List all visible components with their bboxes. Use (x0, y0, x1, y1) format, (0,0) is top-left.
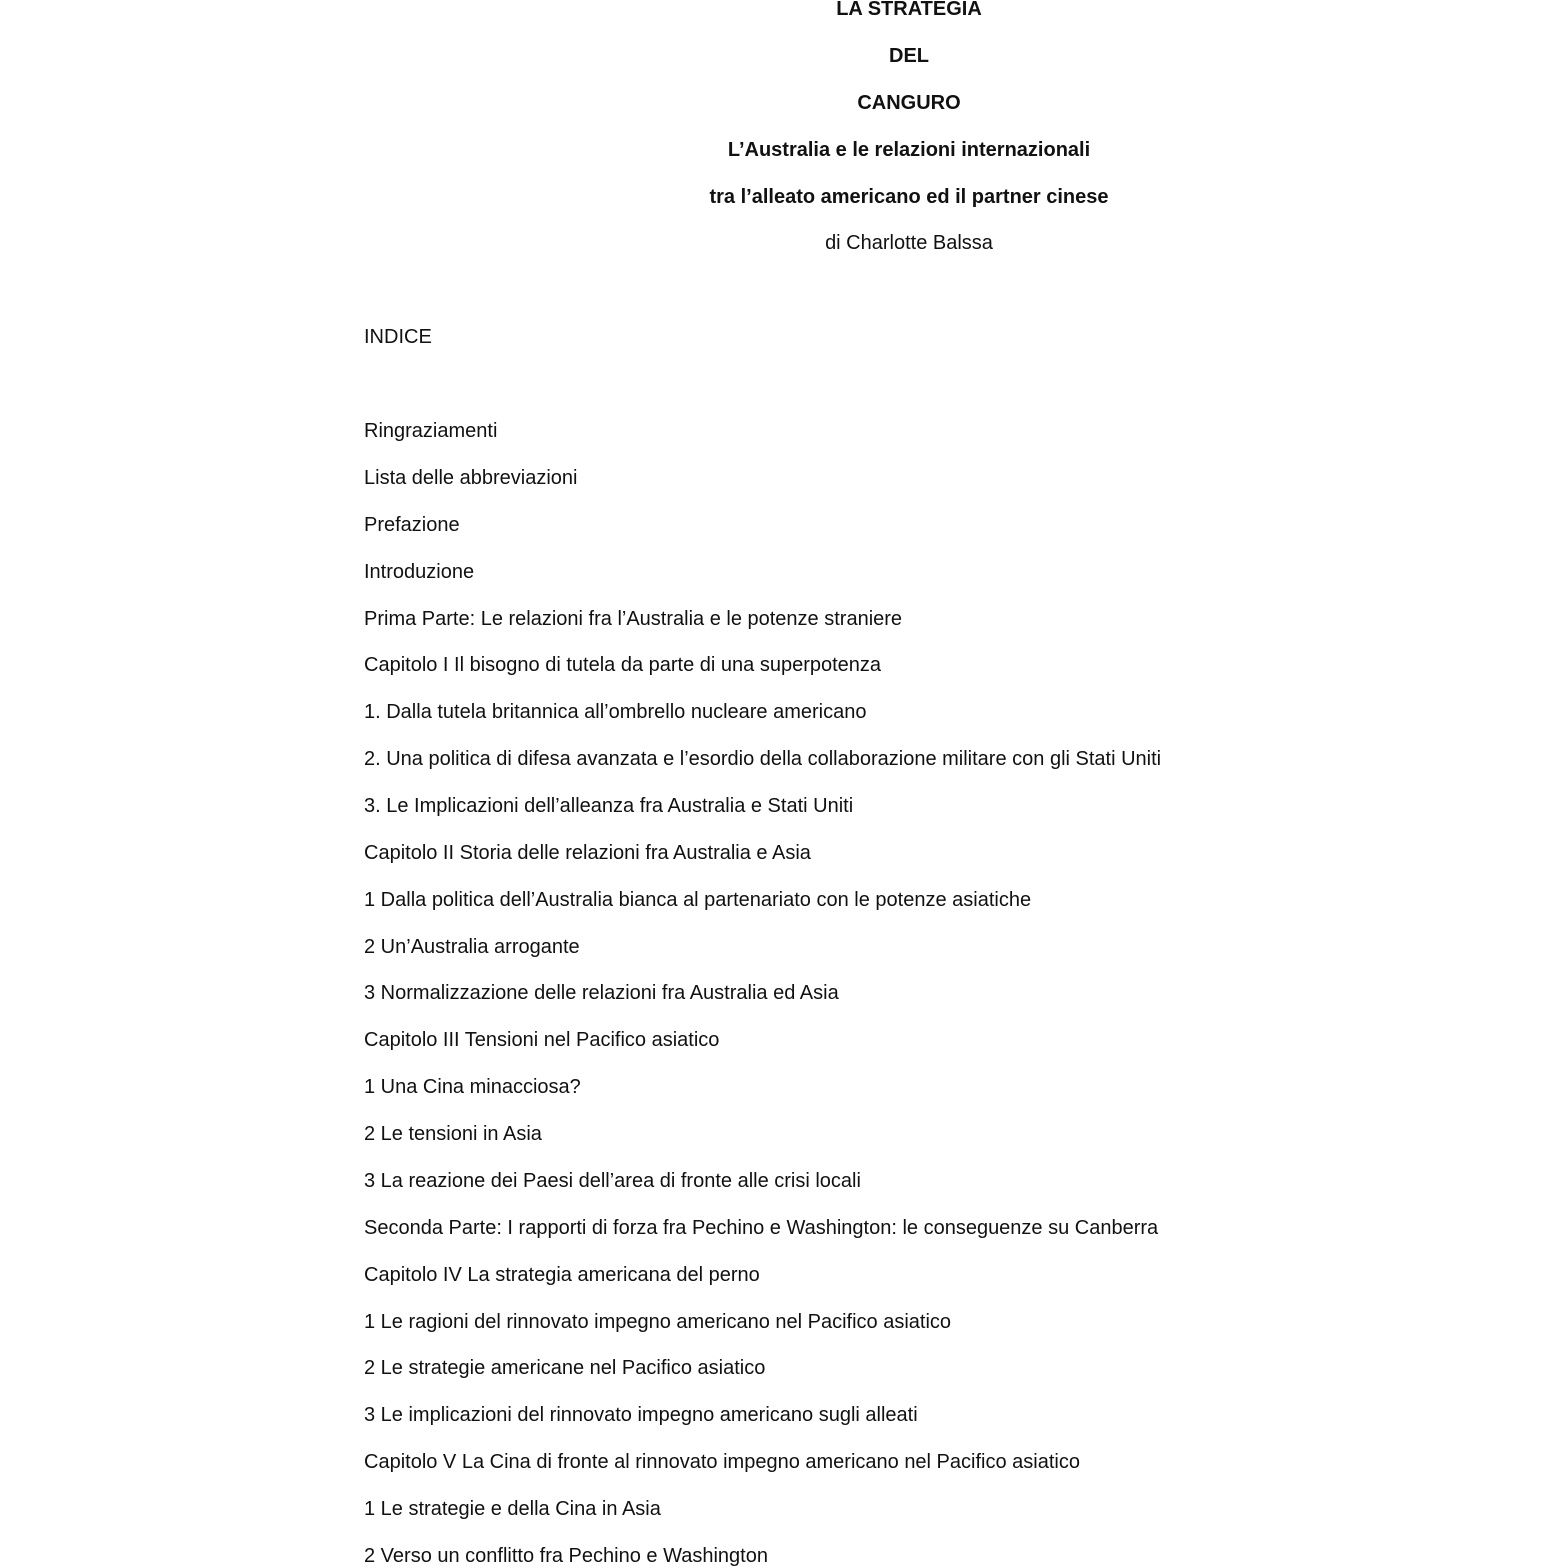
toc-item: Capitolo II Storia delle relazioni fra Australia e Asia (364, 842, 811, 864)
title-line-1: LA STRATEGIA (836, 0, 982, 20)
toc-item: Capitolo I Il bisogno di tutela da parte di una superpotenza (364, 654, 882, 676)
toc-item: 3 La reazione dei Paesi dell’area di fronte alle crisi locali (364, 1170, 861, 1192)
toc-item: 3 Normalizzazione delle relazioni fra Australia ed Asia (364, 982, 839, 1004)
toc-item: Lista delle abbreviazioni (364, 467, 578, 489)
toc-item: 2. Una politica di difesa avanzata e l’esordio della collaborazione militare con gli Stati Uniti (364, 748, 1162, 770)
toc-item: 1. Dalla tutela britannica all’ombrello nucleare americano (364, 701, 867, 723)
toc-item: 3 Le implicazioni del rinnovato impegno americano sugli alleati (364, 1404, 918, 1426)
toc-item: 1 Le strategie e della Cina in Asia (364, 1498, 661, 1520)
toc-item: 3. Le Implicazioni dell’alleanza fra Australia e Stati Uniti (364, 795, 854, 817)
toc-item: 1 Dalla politica dell’Australia bianca al partenariato con le potenze asiatiche (364, 889, 1032, 911)
toc-item: Prima Parte: Le relazioni fra l’Australia e le potenze straniere (364, 608, 903, 630)
toc-item: 2 Verso un conflitto fra Pechino e Washington (364, 1545, 768, 1567)
toc-item: 2 Un’Australia arrogante (364, 936, 580, 958)
toc-item: 2 Le strategie americane nel Pacifico asiatico (364, 1357, 766, 1379)
toc-item: 1 Una Cina minacciosa? (364, 1076, 581, 1098)
toc-item: Capitolo IV La strategia americana del perno (364, 1264, 760, 1286)
title-line-3: CANGURO (857, 92, 961, 114)
toc-item: Capitolo III Tensioni nel Pacifico asiatico (364, 1029, 720, 1051)
author-line: di Charlotte Balssa (825, 232, 993, 254)
toc-item: Introduzione (364, 561, 475, 583)
toc-item: Seconda Parte: I rapporti di forza fra Pechino e Washington: le conseguenze su Canberra (364, 1217, 1159, 1239)
toc-item: 1 Le ragioni del rinnovato impegno americano nel Pacifico asiatico (364, 1311, 952, 1333)
title-line-2: DEL (889, 45, 929, 67)
toc-item: Capitolo V La Cina di fronte al rinnovato impegno americano nel Pacifico asiatico (364, 1451, 1080, 1473)
toc-item: Ringraziamenti (364, 420, 498, 442)
toc-item: 2 Le tensioni in Asia (364, 1123, 542, 1145)
subtitle-line-2: tra l’alleato americano ed il partner cinese (709, 186, 1109, 208)
subtitle-line-1: L’Australia e le relazioni internazionali (727, 139, 1091, 161)
toc-item: Prefazione (364, 514, 460, 536)
index-heading: INDICE (364, 326, 432, 348)
